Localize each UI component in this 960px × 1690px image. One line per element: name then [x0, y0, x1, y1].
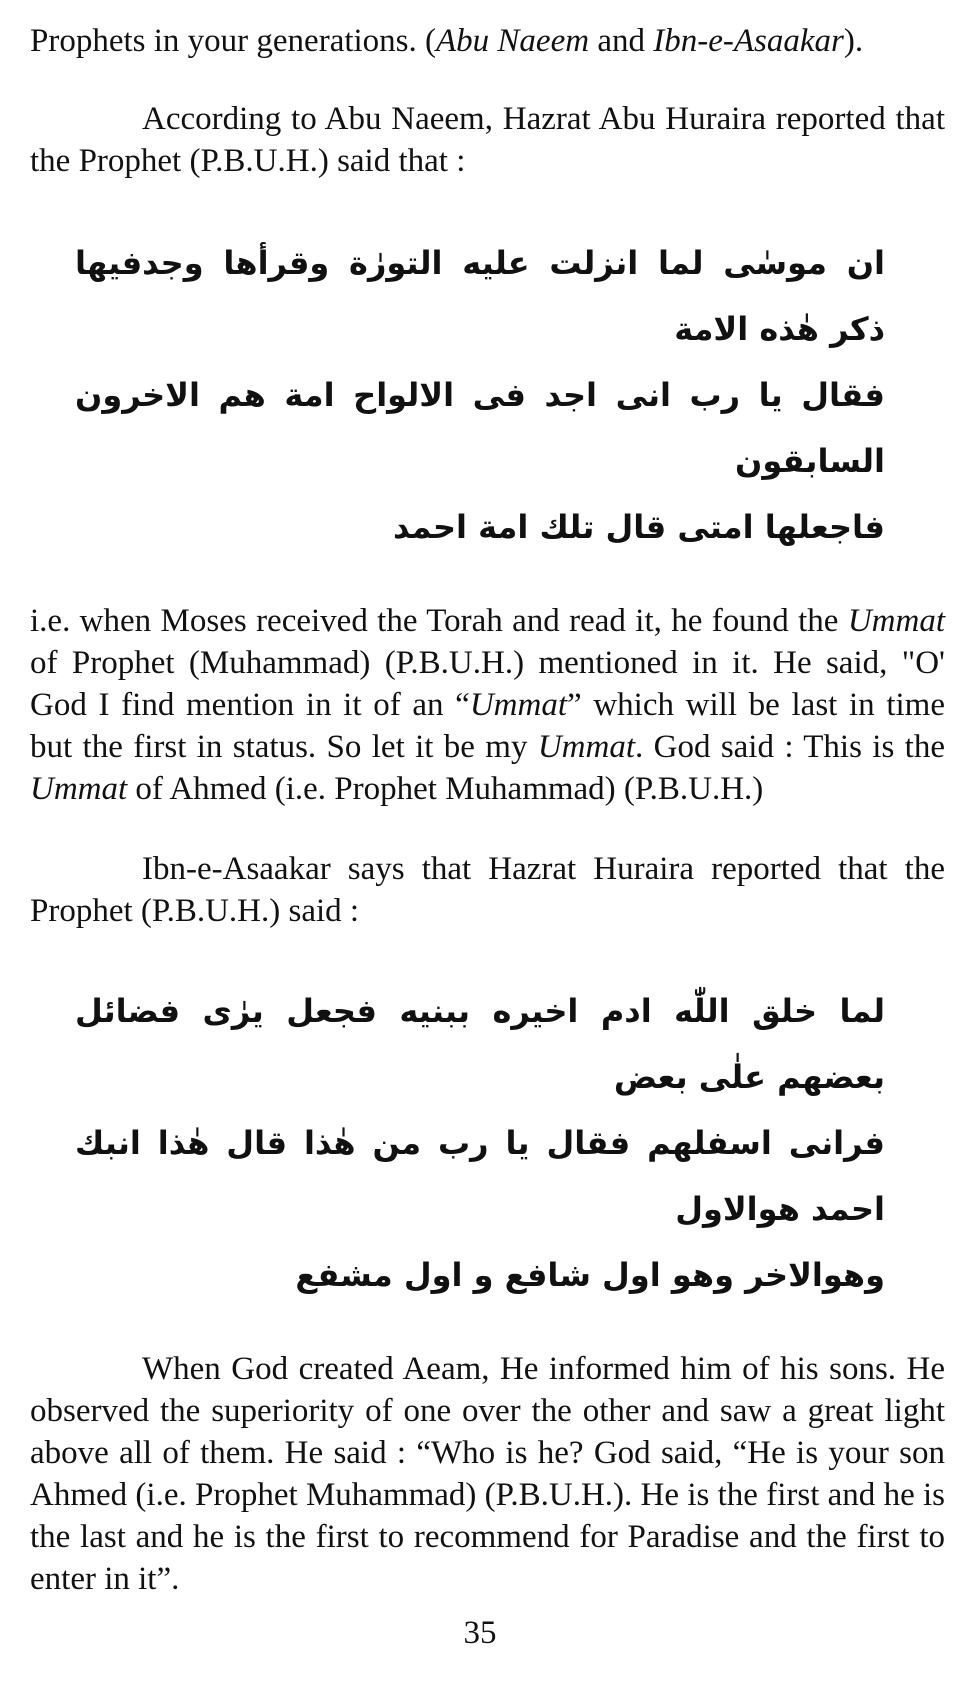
arabic-line: لما خلق اللّٰه ادم اخیره ببنیه فجعل یرٰی فضائل بعضهم علٰی بعض — [75, 992, 885, 1096]
citation-ibn-e-asaakar: Ibn-e-Asaakar — [653, 23, 844, 59]
text-segment: i.e. when Moses received the Torah and read it, he found the — [30, 603, 848, 639]
arabic-line: فقال یا رب انی اجد فی الالواح امة هم الاخرون السابقون — [75, 376, 885, 480]
term-ummat: Ummat — [537, 729, 636, 765]
term-ummat: Ummat — [469, 687, 568, 723]
arabic-line: ان موسٰی لما انزلت علیه التورٰة وقرأها وجدفیها ذکر هٰذه الامة — [75, 244, 885, 348]
book-page — [30, 20, 945, 1600]
paragraph-translation-2: When God created Aeam, He informed him of his sons. He observed the superiority of one over the other and saw a great light above all of them. He said : “Who is he? God said, “He is your son Ahmed (i.e. Prophet Muhammad) (P.B.U.H.). He is the first and he is the last and he is the first to recommend for Paradise and the first to enter in it”. — [30, 1351, 945, 1597]
text-segment: of Prophet (Muhammad) (P.B.U.H.) mentioned in it. He said, "O' God I find mention in it of an “ — [30, 645, 945, 723]
arabic-hadith-2 — [30, 978, 945, 1308]
text-segment: ” which will be last in time but the first in status. So let it be my — [30, 687, 945, 765]
paragraph-abu-naeem-report: According to Abu Naeem, Hazrat Abu Huraira reported that the Prophet (P.B.U.H.) said that : — [30, 101, 945, 179]
text-segment: ). — [843, 23, 864, 59]
page-number: 35 — [463, 1615, 497, 1651]
text-segment: and — [589, 23, 654, 59]
text-segment: Prophets in your generations. ( — [30, 23, 437, 59]
arabic-hadith-1 — [30, 230, 945, 560]
term-ummat: Ummat — [847, 603, 945, 639]
citation-abu-naeem: Abu Naeem — [436, 23, 590, 59]
arabic-line: فاجعلها امتی قال تلك امة احمد — [393, 508, 885, 546]
text-segment: . God said : This is the — [635, 729, 945, 765]
arabic-line: وهوالاخر وهو اول شافع و اول مشفع — [295, 1256, 885, 1294]
paragraph-ibn-e-asaakar-report: Ibn-e-Asaakar says that Hazrat Huraira reported that the Prophet (P.B.U.H.) said : — [30, 851, 945, 929]
term-ummat: Ummat — [30, 771, 128, 807]
arabic-line: فرانی اسفلهم فقال یا رب من هٰذا قال هٰذا انبك احمد هوالاول — [75, 1124, 885, 1228]
paragraph-translation-1 — [30, 600, 945, 810]
paragraph-continuation — [30, 20, 945, 62]
text-segment: of Ahmed (i.e. Prophet Muhammad) (P.B.U.H.) — [127, 771, 764, 807]
